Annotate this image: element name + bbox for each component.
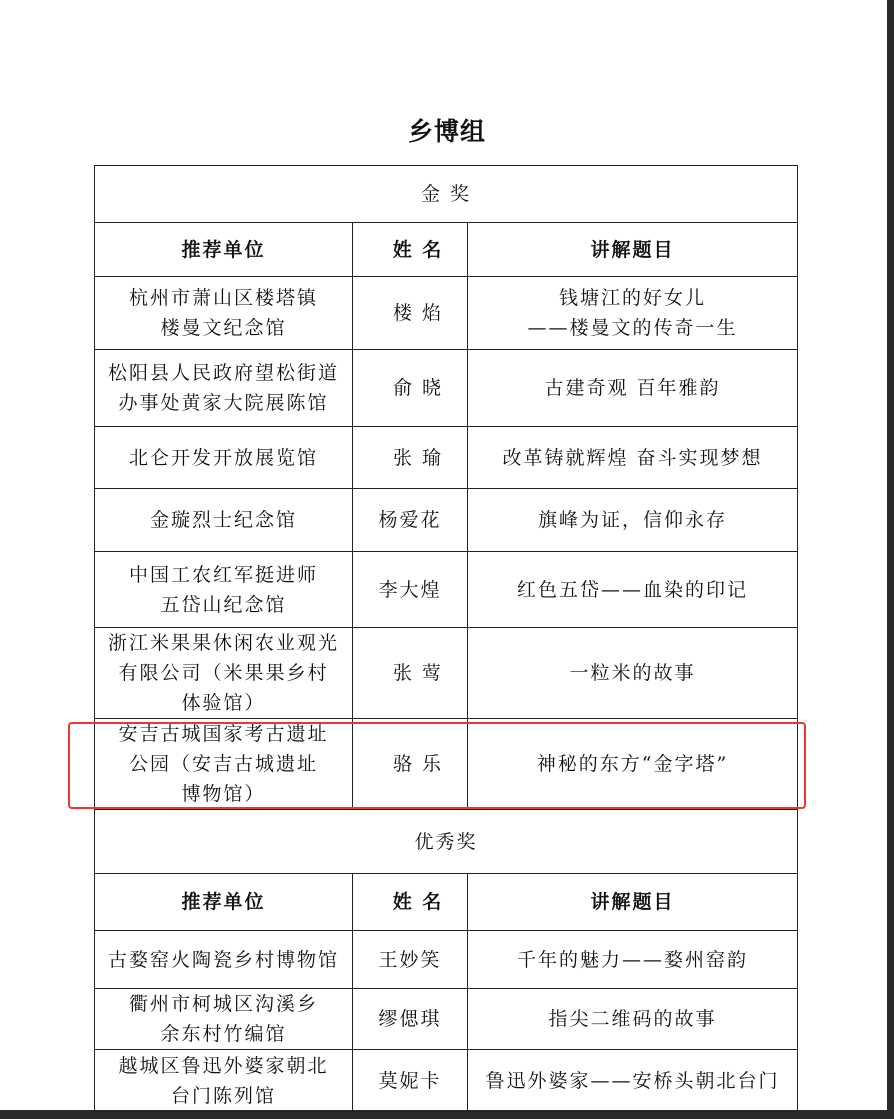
topic-cell bbox=[468, 628, 798, 719]
excellent-header-row bbox=[95, 874, 798, 931]
topic-cell bbox=[468, 277, 798, 350]
table-row bbox=[95, 628, 798, 719]
unit-line: 金璇烈士纪念馆 bbox=[149, 509, 297, 531]
table-row bbox=[95, 350, 798, 427]
excellent-section-label: 优秀奖 bbox=[95, 810, 798, 874]
topic-line: 指尖二维码的故事 bbox=[548, 1008, 717, 1030]
unit-line: 台门陈列馆 bbox=[170, 1084, 276, 1107]
unit-line: 中国工农红军挺进师 bbox=[128, 563, 318, 586]
name-cell: 骆 乐 bbox=[353, 719, 468, 810]
excellent-section-row bbox=[95, 810, 798, 874]
topic-line: 古建奇观 百年雅韵 bbox=[544, 377, 721, 399]
unit-line: 北仑开发开放展览馆 bbox=[128, 446, 318, 469]
name-cell: 俞 晓 bbox=[353, 350, 468, 427]
unit-line: 松阳县人民政府望松街道 bbox=[107, 362, 339, 384]
gold-section-row bbox=[95, 166, 798, 223]
unit-line: 楼曼文纪念馆 bbox=[160, 317, 287, 339]
unit-line: 衢州市柯城区沟溪乡 bbox=[128, 993, 318, 1015]
topic-line: 一粒米的故事 bbox=[569, 662, 696, 684]
window-edge-right bbox=[887, 0, 894, 1119]
name-cell: 楼 焰 bbox=[353, 277, 468, 350]
topic-line: 红色五岱——血染的印记 bbox=[516, 578, 748, 601]
table-row bbox=[95, 931, 798, 989]
name-cell: 张 莺 bbox=[353, 628, 468, 719]
unit-cell bbox=[95, 1050, 353, 1112]
unit-line: 办事处黄家大院展陈馆 bbox=[118, 392, 329, 414]
topic-line: 钱塘江的好女儿 bbox=[558, 287, 706, 309]
name-cell: 莫妮卡 bbox=[353, 1050, 468, 1112]
page-title: 乡博组 bbox=[407, 117, 486, 146]
header-topic: 讲解题目 bbox=[468, 874, 798, 931]
unit-line: 浙江米果果休闲农业观光 bbox=[107, 632, 339, 654]
unit-cell bbox=[95, 350, 353, 427]
topic-line: 改革铸就辉煌 奋斗实现梦想 bbox=[502, 446, 763, 469]
unit-line: 五岱山纪念馆 bbox=[160, 593, 287, 616]
topic-cell bbox=[468, 989, 798, 1050]
unit-line: 古婺窑火陶瓷乡村博物馆 bbox=[107, 948, 339, 971]
unit-line: 体验馆） bbox=[181, 692, 266, 714]
name-cell: 李大煌 bbox=[353, 552, 468, 628]
unit-cell bbox=[95, 989, 353, 1050]
unit-cell bbox=[95, 552, 353, 628]
unit-cell bbox=[95, 427, 353, 489]
table-row bbox=[95, 1050, 798, 1112]
name-cell: 王妙笑 bbox=[353, 931, 468, 989]
name-cell: 缪偲琪 bbox=[353, 989, 468, 1050]
unit-line: 杭州市萧山区楼塔镇 bbox=[128, 287, 318, 309]
table-row bbox=[95, 277, 798, 350]
topic-cell bbox=[468, 552, 798, 628]
header-topic: 讲解题目 bbox=[468, 223, 798, 277]
unit-cell bbox=[95, 931, 353, 989]
unit-line: 越城区鲁迅外婆家朝北 bbox=[118, 1054, 329, 1077]
unit-cell bbox=[95, 628, 353, 719]
topic-cell bbox=[468, 427, 798, 489]
table-row bbox=[95, 489, 798, 552]
topic-line: 旗峰为证，信仰永存 bbox=[537, 509, 727, 531]
gold-header-row bbox=[95, 223, 798, 277]
header-name: 姓 名 bbox=[353, 223, 468, 277]
unit-line: 博物馆） bbox=[181, 783, 266, 805]
unit-cell bbox=[95, 719, 353, 810]
unit-line: 有限公司（米果果乡村 bbox=[118, 662, 329, 684]
unit-cell bbox=[95, 489, 353, 552]
topic-cell bbox=[468, 350, 798, 427]
header-unit: 推荐单位 bbox=[95, 223, 353, 277]
table-row bbox=[95, 989, 798, 1050]
name-cell: 杨爱花 bbox=[353, 489, 468, 552]
table-row bbox=[95, 552, 798, 628]
header-unit: 推荐单位 bbox=[95, 874, 353, 931]
name-cell: 张 瑜 bbox=[353, 427, 468, 489]
unit-line: 余东村竹编馆 bbox=[160, 1023, 287, 1045]
topic-line: 鲁迅外婆家——安桥头朝北台门 bbox=[485, 1069, 780, 1092]
header-name: 姓 名 bbox=[353, 874, 468, 931]
topic-cell bbox=[468, 489, 798, 552]
topic-line: 千年的魅力——婺州窑韵 bbox=[516, 948, 748, 971]
unit-line: 公园（安吉古城遗址 bbox=[128, 753, 318, 775]
table-row bbox=[95, 427, 798, 489]
topic-line: ——楼曼文的传奇一生 bbox=[527, 317, 738, 339]
topic-cell bbox=[468, 1050, 798, 1112]
topic-cell bbox=[468, 719, 798, 810]
table-row-highlighted bbox=[95, 719, 798, 810]
topic-line: 神秘的东方“金字塔” bbox=[536, 753, 729, 775]
awards-table bbox=[94, 165, 798, 1112]
topic-cell bbox=[468, 931, 798, 989]
gold-section-label: 金 奖 bbox=[95, 166, 798, 223]
unit-cell bbox=[95, 277, 353, 350]
unit-line: 安吉古城国家考古遗址 bbox=[118, 723, 329, 745]
